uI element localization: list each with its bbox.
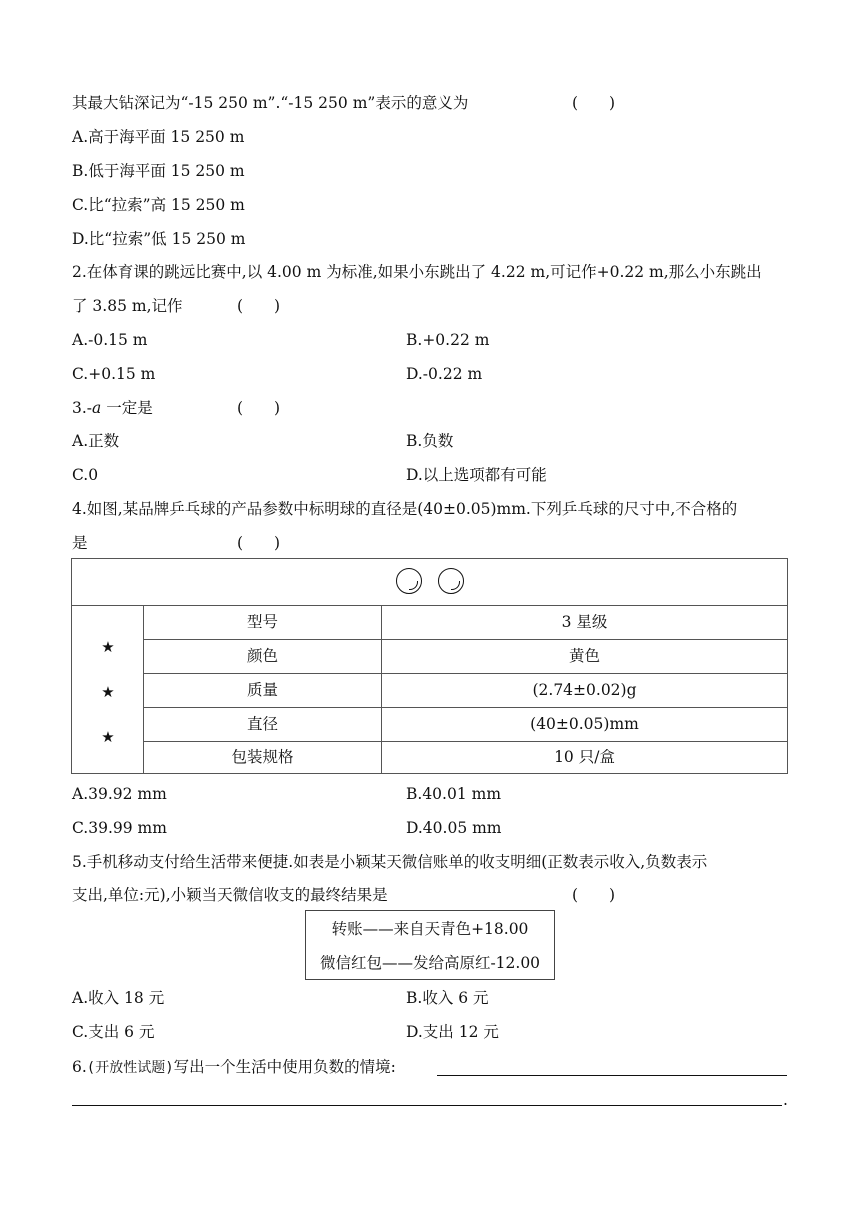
ping-pong-ball-icon (396, 568, 422, 594)
q2-answer-paren: ( ) (237, 297, 281, 315)
q2-option-b: B.+0.22 m (406, 331, 490, 349)
q4-option-b: B.40.01 mm (406, 785, 502, 803)
q2-option-d: D.-0.22 m (406, 365, 483, 383)
ping-pong-ball-icon (438, 568, 464, 594)
q4-option-d: D.40.05 mm (406, 819, 502, 837)
spec-value: 3 星级 (561, 613, 608, 631)
q2-option-a: A.-0.15 m (72, 331, 148, 349)
q6-answer-blank-line2[interactable] (72, 1088, 782, 1106)
q6-prompt: 写出一个生活中使用负数的情境: (173, 1058, 396, 1076)
q3-number: 3.- (72, 399, 93, 417)
q6-end-period: . (783, 1091, 788, 1109)
q5-option-c: C.支出 6 元 (72, 1023, 155, 1041)
spec-row (144, 606, 787, 640)
wechat-bill-box (305, 910, 555, 980)
q4-stem-line1: 4.如图,某品牌乒乓球的产品参数中标明球的直径是(40±0.05)mm.下列乒乓球的尺寸中,不合格的 (72, 500, 738, 518)
q3-option-a: A.正数 (72, 432, 120, 450)
spec-key: 直径 (144, 708, 382, 741)
spec-row (144, 640, 787, 674)
q5-option-a: A.收入 18 元 (72, 989, 165, 1007)
q3-option-d: D.以上选项都有可能 (406, 466, 547, 484)
q1-answer-paren: ( ) (572, 94, 616, 112)
q1-option-c: C.比“拉索”高 15 250 m (72, 196, 245, 214)
q1-stem: 其最大钻深记为“-15 250 m”.“-15 250 m”表示的意义为 (72, 94, 469, 112)
q1-option-b: B.低于海平面 15 250 m (72, 162, 245, 180)
q2-stem-line2: 了 3.85 m,记作 (72, 297, 183, 315)
q2-option-c: C.+0.15 m (72, 365, 156, 383)
q1-option-a: A.高于海平面 15 250 m (72, 128, 245, 146)
spec-value: 黄色 (568, 647, 600, 665)
bill-entry: 转账——来自天青色+18.00 (331, 920, 529, 938)
q3-option-c: C.0 (72, 466, 99, 484)
spec-value: 10 只/盒 (554, 748, 615, 766)
q4-answer-paren: ( ) (237, 534, 281, 552)
q5-option-b: B.收入 6 元 (406, 989, 489, 1007)
q3-answer-paren: ( ) (237, 399, 281, 417)
spec-key: 型号 (144, 606, 382, 639)
spec-row (144, 674, 787, 708)
spec-value: (40±0.05)mm (530, 715, 639, 733)
star-icon: ★ (101, 683, 115, 701)
spec-key: 质量 (144, 674, 382, 707)
q1-option-d: D.比“拉索”低 15 250 m (72, 230, 246, 248)
q6-stem (72, 1057, 396, 1078)
spec-row (144, 708, 787, 742)
q3-stem-text: 一定是 (101, 399, 153, 417)
q3-variable: a (92, 399, 102, 417)
q5-answer-paren: ( ) (572, 886, 616, 904)
q6-number: 6. (72, 1058, 87, 1076)
spec-row (144, 742, 787, 773)
bill-entry: 微信红包——发给高原红-12.00 (319, 954, 541, 972)
spec-value: (2.74±0.02)g (532, 681, 637, 699)
q5-option-d: D.支出 12 元 (406, 1023, 499, 1041)
q4-stem-line2: 是 (72, 534, 88, 552)
star-rating-column (72, 606, 144, 773)
q4-option-a: A.39.92 mm (72, 785, 167, 803)
q5-stem-line2: 支出,单位:元),小颖当天微信收支的最终结果是 (72, 886, 388, 904)
q3-option-b: B.负数 (406, 432, 454, 450)
star-icon: ★ (101, 638, 115, 656)
q4-option-c: C.39.99 mm (72, 819, 167, 837)
spec-table-header (72, 559, 787, 606)
product-spec-table (71, 558, 788, 774)
star-icon: ★ (101, 728, 115, 746)
q3-stem (72, 398, 153, 418)
q5-stem-line1: 5.手机移动支付给生活带来便捷.如表是小颖某天微信账单的收支明细(正数表示收入,负数表示 (72, 853, 708, 871)
spec-key: 颜色 (144, 640, 382, 673)
q2-stem-line1: 2.在体育课的跳远比赛中,以 4.00 m 为标准,如果小东跳出了 4.22 m,可记作+0.22 m,那么小东跳出 (72, 263, 762, 281)
spec-key: 包装规格 (144, 742, 382, 773)
q6-answer-blank-line1[interactable] (437, 1058, 787, 1076)
q6-tag: (开放性试题) (86, 1060, 174, 1076)
